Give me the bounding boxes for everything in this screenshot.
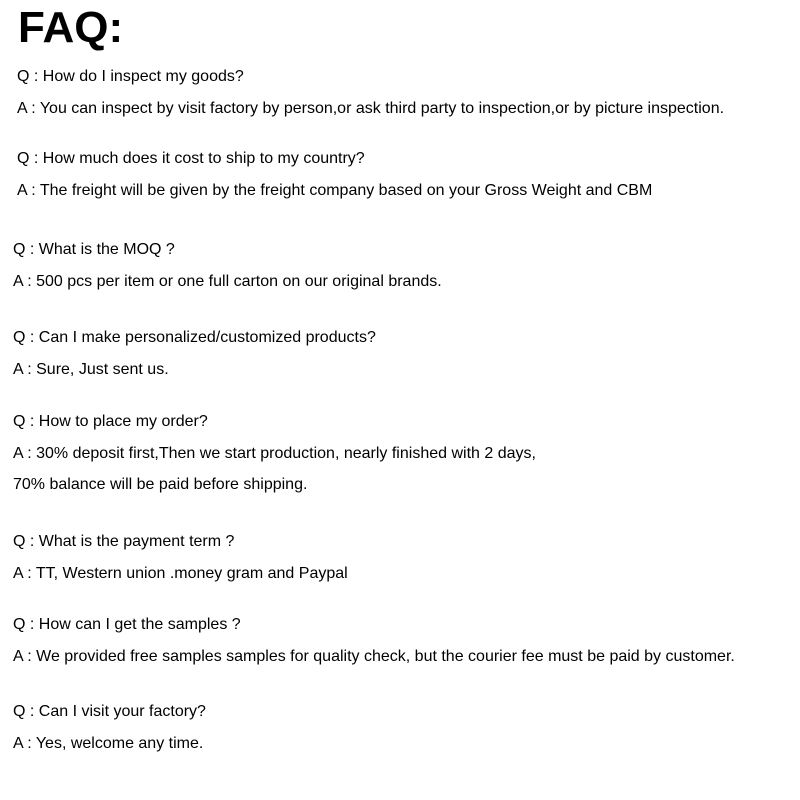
page-title: FAQ:: [18, 3, 124, 52]
faq-question-4: Q : Can I make personalized/customized products?: [13, 329, 376, 346]
faq-question-1: Q : How do I inspect my goods?: [17, 68, 244, 85]
faq-answer-5: A : 30% deposit first,Then we start production, nearly finished with 2 days,: [13, 445, 536, 462]
faq-answer-5-continued: 70% balance will be paid before shipping.: [13, 476, 308, 493]
faq-answer-3: A : 500 pcs per item or one full carton on our original brands.: [13, 273, 442, 290]
faq-question-6: Q : What is the payment term ?: [13, 533, 235, 550]
faq-answer-7: A : We provided free samples samples for quality check, but the courier fee must be paid by customer.: [13, 648, 735, 665]
faq-question-2: Q : How much does it cost to ship to my country?: [17, 150, 365, 167]
faq-answer-8: A : Yes, welcome any time.: [13, 735, 204, 752]
faq-answer-6: A : TT, Western union .money gram and Paypal: [13, 565, 348, 582]
faq-question-5: Q : How to place my order?: [13, 413, 208, 430]
faq-answer-2: A : The freight will be given by the freight company based on your Gross Weight and CBM: [17, 182, 653, 199]
faq-answer-1: A : You can inspect by visit factory by person,or ask third party to inspection,or by picture inspection.: [17, 100, 725, 117]
faq-answer-4: A : Sure, Just sent us.: [13, 361, 169, 378]
faq-question-3: Q : What is the MOQ ?: [13, 241, 175, 258]
faq-question-7: Q : How can I get the samples ?: [13, 616, 241, 633]
faq-question-8: Q : Can I visit your factory?: [13, 703, 206, 720]
